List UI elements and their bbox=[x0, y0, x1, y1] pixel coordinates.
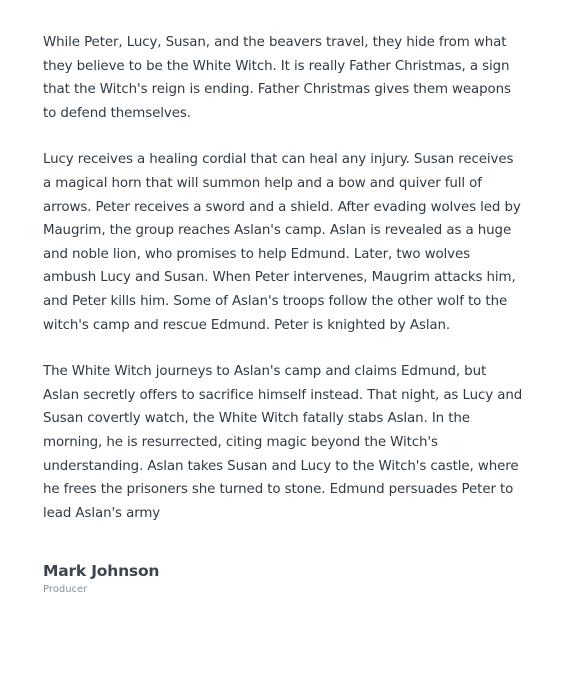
paragraph-3: The White Witch journeys to Aslan's camp and claims Edmund, but Aslan secretly offers to sacrifice himself instead. That night, as Lucy and Susan covertly watch, the White Witch fatally stabs Aslan. In the morning, he is resurrected, citing magic beyond the Witch's understanding. Aslan takes Susan and Lucy to the Witch's castle, where he frees the prisoners she turned to stone. Edmund persuades Peter to lead Aslan's army bbox=[43, 364, 523, 521]
article-body bbox=[43, 31, 523, 548]
paragraph-2: Lucy receives a healing cordial that can heal any injury. Susan receives a magical horn that will summon help and a bow and quiver full of arrows. Peter receives a sword and a shield. After evading wolves led by Maugrim, the group reaches Aslan's camp. Aslan is revealed as a huge and noble lion, who promises to help Edmund. Later, two wolves ambush Lucy and Susan. When Peter intervenes, Maugrim attacks him, and Peter kills him. Some of Aslan's troops follow the other wolf to the witch's camp and rescue Edmund. Peter is knighted by Aslan. bbox=[43, 152, 521, 333]
author-role: Producer bbox=[43, 584, 88, 595]
author-name: Mark Johnson bbox=[43, 562, 160, 580]
paragraph-1: While Peter, Lucy, Susan, and the beavers travel, they hide from what they believe to be the White Witch. It is really Father Christmas, a sign that the Witch's reign is ending. Father Christmas gives them weapons to defend themselves. bbox=[43, 35, 511, 121]
author-block bbox=[43, 560, 159, 597]
